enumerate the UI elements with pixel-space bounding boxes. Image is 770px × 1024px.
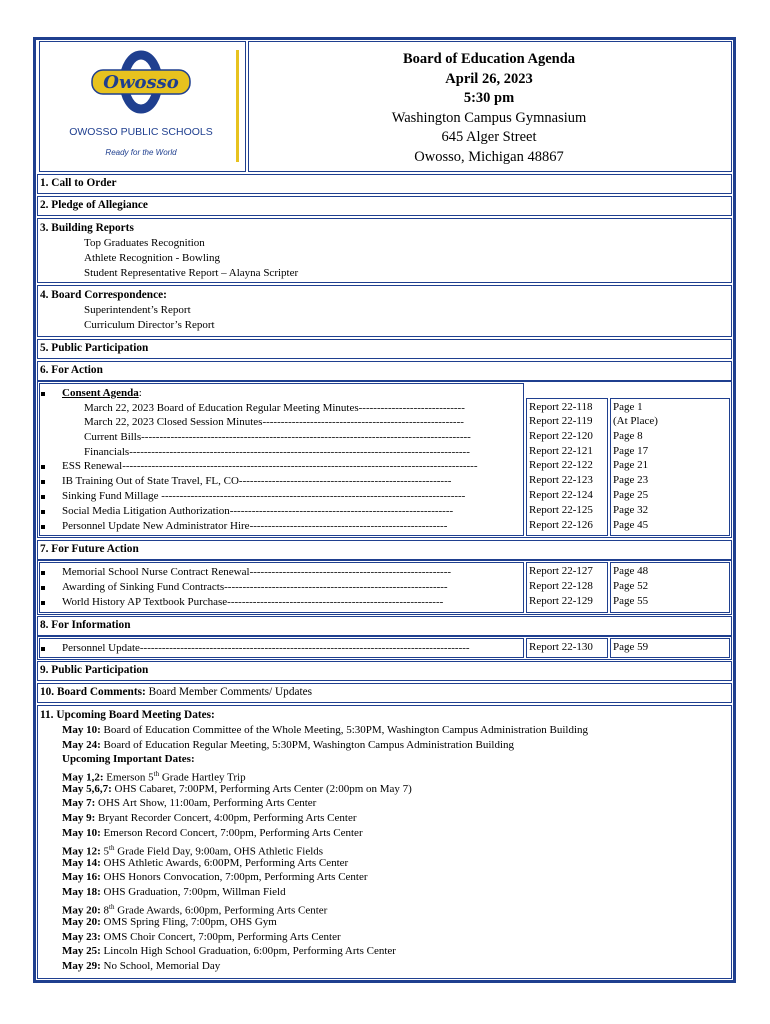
action-item: IB Training Out of State Travel, FL, CO---------------------------------------------------------- [62,475,452,487]
district-logo [40,42,245,171]
page-number: Page 8 [613,430,643,442]
report-number: Report 22-126 [529,519,593,531]
logo-box [39,41,246,172]
meeting-line: May 10: Board of Education Committee of the Whole Meeting, 5:30PM, Washington Campus Administration Building [62,724,589,736]
consent-agenda-heading: Consent Agenda [62,387,139,399]
page-number: Page 45 [613,519,649,531]
page-number: Page 23 [613,474,649,486]
date-line: May 16: OHS Honors Convocation, 7:00pm, Performing Arts Center [62,871,368,883]
date-line: May 20: OMS Spring Fling, 7:00pm, OHS Gym [62,916,277,928]
page-number: Page 21 [613,459,649,471]
report-number: Report 22-128 [529,580,593,592]
section-for-information [37,616,732,636]
bullet [41,525,45,529]
agenda-street: 645 Alger Street [441,129,537,145]
logo-word: Owosso [103,72,179,93]
page-number: Page 55 [613,595,649,607]
date-line: May 29: No School, Memorial Day [62,960,221,972]
important-dates-heading: Upcoming Important Dates: [62,753,195,765]
agenda-heading [250,50,728,167]
section-10-text: Board Member Comments/ Updates [145,686,313,698]
school-name: OWOSSO PUBLIC SCHOOLS [69,126,213,138]
section-9-title: 9. Public Participation [40,664,149,676]
report-number: Report 22-121 [529,445,593,457]
page-number: Page 32 [613,504,649,516]
section-8-title: 8. For Information [40,619,131,631]
section-future-action [37,540,732,560]
section-2-title: 2. Pledge of Allegiance [40,199,148,211]
section-for-action [37,361,732,381]
bullet [41,586,45,590]
consent-line: March 22, 2023 Closed Session Minutes------------------------------------------------------- [84,416,464,428]
bullet [41,647,45,651]
correspondence-item: Superintendent’s Report [84,304,191,316]
bullet [41,601,45,605]
date-line: May 5,6,7: OHS Cabaret, 7:00PM, Performing Arts Center (2:00pm on May 7) [62,783,412,795]
section-10-title: 10. Board Comments: [40,686,146,698]
report-number: Report 22-122 [529,459,593,471]
date-line: May 14: OHS Athletic Awards, 6:00PM, Performing Arts Center [62,857,349,869]
page-number: Page 17 [613,445,649,457]
bullet [41,392,45,396]
info-item: Personnel Update------------------------------------------------------------------------------------------ [62,642,470,654]
action-item: Sinking Fund Millage ----------------------------------------------------------------------------------- [62,490,466,502]
agenda-location: Washington Campus Gymnasium [391,109,587,126]
correspondence-item: Curriculum Director’s Report [84,319,215,331]
date-line: May 23: OMS Choir Concert, 7:00pm, Performing Arts Center [62,931,341,943]
report-item: Athlete Recognition - Bowling [84,252,220,264]
action-item: ESS Renewal------------------------------------------------------------------------------------------------- [62,460,478,472]
date-line: May 18: OHS Graduation, 7:00pm, Willman Field [62,886,286,898]
page-number: Page 1 [613,401,643,413]
section-1-title: 1. Call to Order [40,177,117,189]
report-number: Report 22-129 [529,595,593,607]
page-number: Page 25 [613,489,649,501]
agenda-city: Owosso, Michigan 48867 [414,148,564,165]
tagline: Ready for the World [105,148,177,157]
page-number: (At Place) [613,415,658,427]
bullet [41,510,45,514]
section-5-title: 5. Public Participation [40,342,149,354]
future-item: Awarding of Sinking Fund Contracts------------------------------------------------------------- [62,581,448,593]
report-number: Report 22-127 [529,565,593,577]
bullet [41,465,45,469]
future-item: Memorial School Nurse Contract Renewal------------------------------------------------------- [62,566,452,578]
date-line: May 9: Bryant Recorder Concert, 4:00pm, Performing Arts Center [62,812,357,824]
consent-line: March 22, 2023 Board of Education Regular Meeting Minutes----------------------------- [84,402,465,414]
date-line: May 25: Lincoln High School Graduation, 6:00pm, Performing Arts Center [62,945,396,957]
report-number: Report 22-123 [529,474,593,486]
bullet [41,480,45,484]
bullet [41,495,45,499]
date-line: May 20: 8th Grade Awards, 6:00pm, Performing Arts Center [62,903,328,917]
report-number: Report 22-120 [529,430,593,442]
report-number: Report 22-119 [529,415,593,427]
date-line: May 7: OHS Art Show, 11:00am, Performing Arts Center [62,797,317,809]
agenda-title: Board of Education Agenda [402,51,576,67]
future-item: World History AP Textbook Purchase----------------------------------------------------------- [62,596,444,608]
meeting-line: May 24: Board of Education Regular Meeting, 5:30PM, Washington Campus Administration Building [62,739,515,751]
section-11-title: 11. Upcoming Board Meeting Dates: [40,709,215,721]
action-item: Social Media Litigation Authorization------------------------------------------------------------- [62,505,454,517]
section-6-title: 6. For Action [40,364,103,376]
section-3-title: 3. Building Reports [40,222,134,234]
report-number: Report 22-125 [529,504,593,516]
report-item: Student Representative Report – Alayna Scripter [84,267,299,279]
report-number: Report 22-130 [529,641,593,653]
report-number: Report 22-124 [529,489,593,501]
report-item: Top Graduates Recognition [84,237,205,249]
section-4-title: 4. Board Correspondence: [40,289,167,301]
page-number: Page 52 [613,580,649,592]
gold-bar [236,50,239,162]
agenda-time: 5:30 pm [463,90,515,106]
agenda-date: April 26, 2023 [445,70,533,87]
consent-line: Financials--------------------------------------------------------------------------------------------- [84,446,470,458]
consent-line: Current Bills------------------------------------------------------------------------------------------ [84,431,471,443]
date-line: May 1,2: Emerson 5th Grade Hartley Trip [62,770,246,784]
date-line: May 10: Emerson Record Concert, 7:00pm, Performing Arts Center [62,827,363,839]
page-number: Page 59 [613,641,649,653]
report-number: Report 22-118 [529,401,593,413]
page-number: Page 48 [613,565,649,577]
date-line: May 12: 5th Grade Field Day, 9:00am, OHS Athletic Fields [62,844,324,858]
bullet [41,571,45,575]
section-call-to-order [37,174,732,194]
action-item: Personnel Update New Administrator Hire------------------------------------------------------ [62,520,448,532]
section-7-title: 7. For Future Action [40,543,139,555]
